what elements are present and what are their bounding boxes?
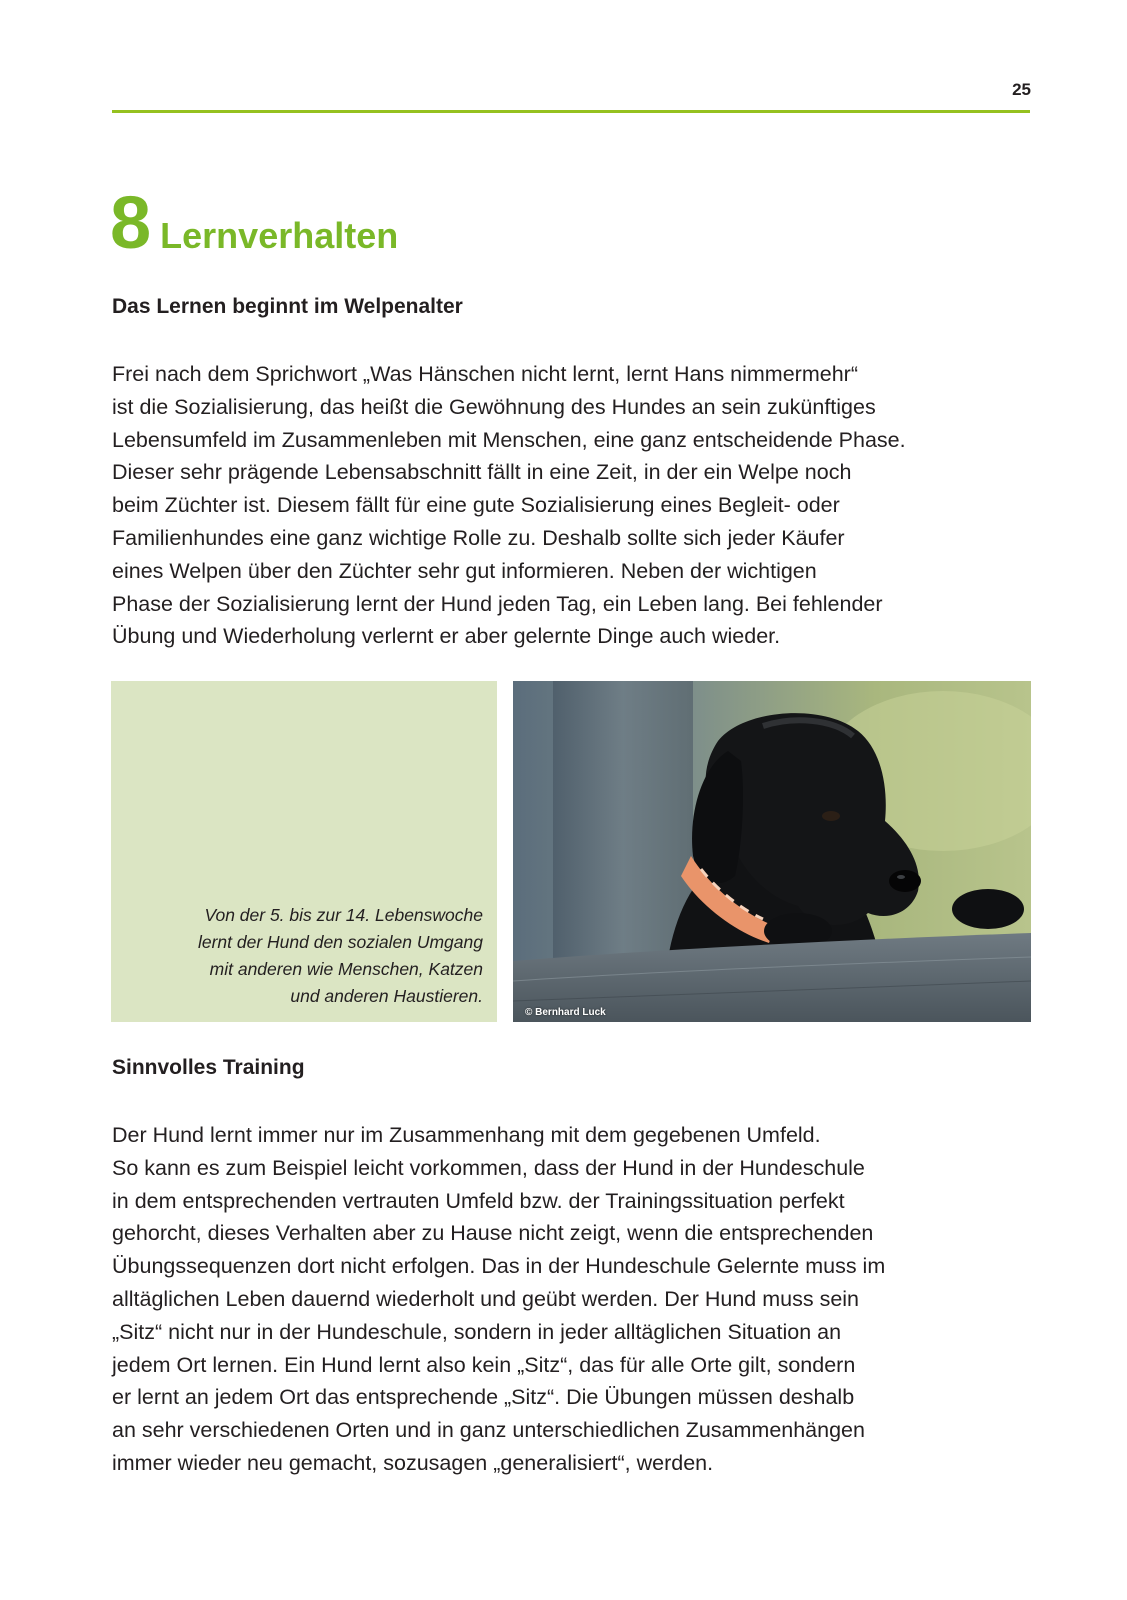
chapter-number: 8 <box>110 181 151 264</box>
photo-credit: © Bernhard Luck <box>525 1007 606 1018</box>
page-number: 25 <box>1012 80 1031 99</box>
chapter-title-text: Lernverhalten <box>160 215 399 256</box>
text-line: Dieser sehr prägende Lebensabschnitt fällt in eine Zeit, in der ein Welpe noch <box>112 460 852 485</box>
caption-box <box>111 681 497 1022</box>
text-line: So kann es zum Beispiel leicht vorkommen, dass der Hund in der Hundeschule <box>112 1155 865 1180</box>
section-heading-training: Sinnvolles Training <box>112 1056 305 1079</box>
text-line: Übungssequenzen dort nicht erfolgen. Das in der Hundeschule Gelernte muss im <box>112 1254 886 1279</box>
text-line: in dem entsprechenden vertrauten Umfeld bzw. der Trainingssituation perfekt <box>112 1188 845 1213</box>
caption-line: lernt der Hund den sozialen Umgang <box>197 932 483 952</box>
section-heading-welpenalter: Das Lernen beginnt im Welpenalter <box>112 295 463 318</box>
text-line: alltäglichen Leben dauernd wiederholt und geübt werden. Der Hund muss sein <box>112 1286 860 1311</box>
figure-caption <box>198 902 483 1010</box>
text-line: jedem Ort lernen. Ein Hund lernt also kein „Sitz“, das für alle Orte gilt, sondern <box>112 1352 856 1377</box>
caption-line: und anderen Haustieren. <box>290 986 483 1006</box>
text-line: eines Welpen über den Züchter sehr gut informieren. Neben der wichtigen <box>112 558 817 583</box>
text-line: er lernt an jedem Ort das entsprechende „Sitz“. Die Übungen müssen deshalb <box>112 1385 855 1410</box>
paragraph-training <box>112 1119 1042 1480</box>
text-line: „Sitz“ nicht nur in der Hundeschule, sondern in jeder alltäglichen Situation an <box>112 1319 842 1344</box>
text-line: Familienhundes eine ganz wichtige Rolle zu. Deshalb sollte sich jeder Käufer <box>112 525 845 550</box>
text-line: Der Hund lernt immer nur im Zusammenhang mit dem gegebenen Umfeld. <box>112 1123 821 1147</box>
text-line: immer wieder neu gemacht, sozusagen „generalisiert“, werden. <box>112 1450 714 1475</box>
puppy-photo <box>513 681 1031 1022</box>
text-line: Frei nach dem Sprichwort „Was Hänschen nicht lernt, lernt Hans nimmermehr“ <box>112 362 858 386</box>
puppy-illustration <box>513 681 1031 1022</box>
text-line: ist die Sozialisierung, das heißt die Gewöhnung des Hundes an sein zukünftiges <box>112 394 876 419</box>
caption-line: mit anderen wie Menschen, Katzen <box>209 959 483 979</box>
text-line: Phase der Sozialisierung lernt der Hund jeden Tag, ein Leben lang. Bei fehlender <box>112 591 883 616</box>
caption-line: Von der 5. bis zur 14. Lebenswoche <box>204 905 483 925</box>
text-line: Übung und Wiederholung verlernt er aber gelernte Dinge auch wieder. <box>112 624 781 649</box>
header-rule <box>112 110 1030 113</box>
text-line: Lebensumfeld im Zusammenleben mit Menschen, eine ganz entscheidende Phase. <box>112 427 906 452</box>
paragraph-sozialisierung <box>112 358 1042 653</box>
text-line: an sehr verschiedenen Orten und in ganz unterschiedlichen Zusammenhängen <box>112 1418 865 1443</box>
text-line: beim Züchter ist. Diesem fällt für eine gute Sozialisierung eines Begleit- oder <box>112 493 840 518</box>
chapter-title <box>110 181 399 264</box>
text-line: gehorcht, dieses Verhalten aber zu Hause nicht zeigt, wenn die entsprechenden <box>112 1221 874 1246</box>
